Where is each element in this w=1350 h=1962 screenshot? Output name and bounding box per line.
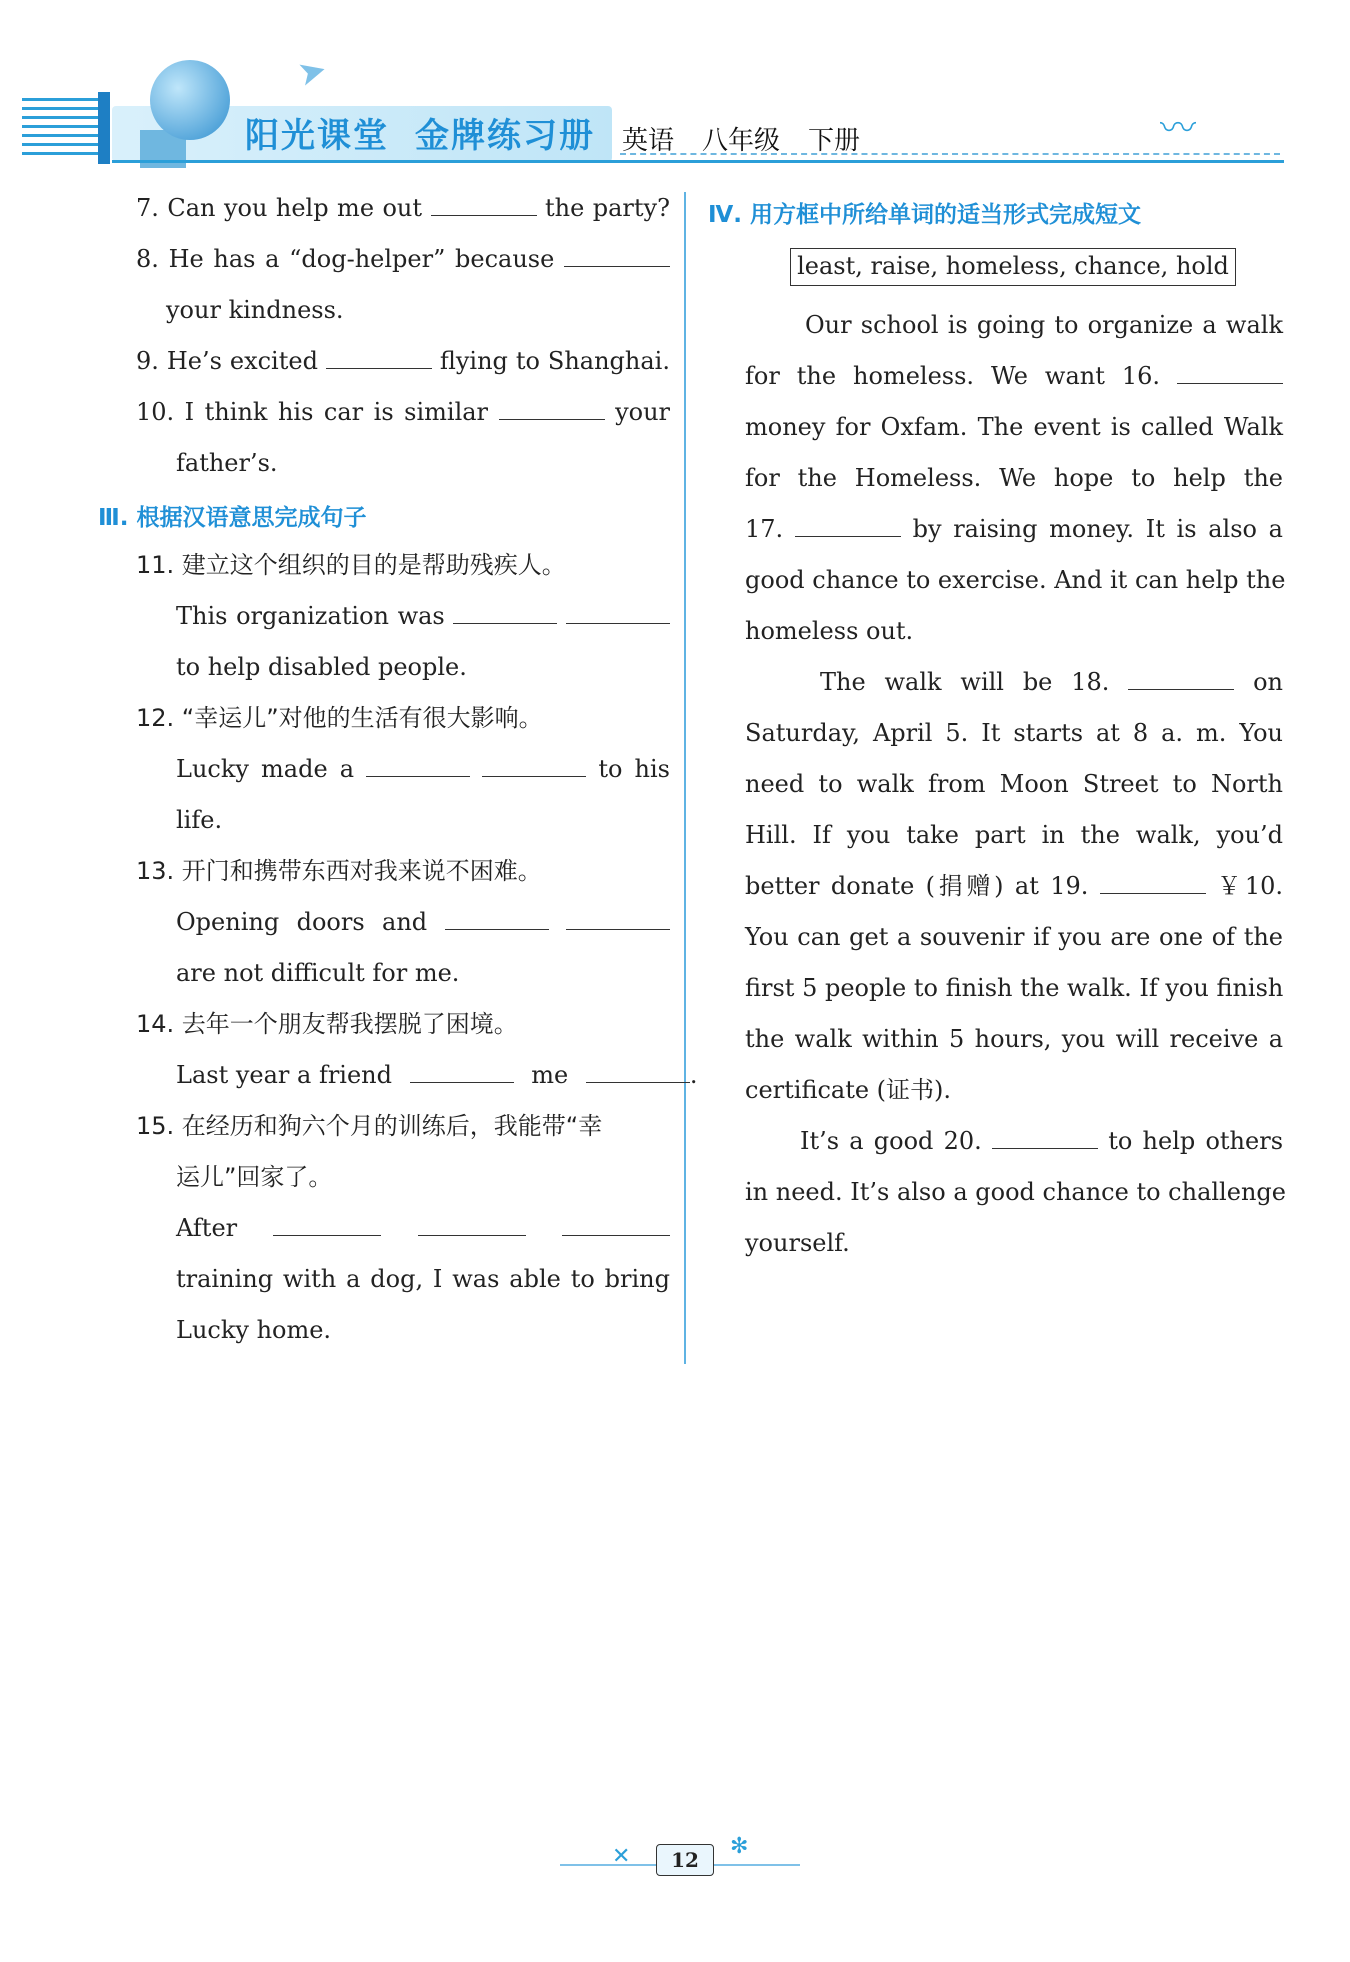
passage-p3-line-1 (800, 1126, 1283, 1156)
p2-line-5-end: ￥10. (1217, 872, 1283, 900)
section-3-title: Ⅲ. 根据汉语意思完成句子 (98, 505, 367, 531)
passage-p2-line-9: certificate (证书). (745, 1076, 952, 1104)
footer-line-left (560, 1864, 656, 1866)
question-10-cont: father’s. (176, 449, 278, 477)
question-12-cn: 12. “幸运儿”对他的生活有很大影响。 (136, 704, 543, 732)
q15-blank-2[interactable] (418, 1213, 526, 1236)
q9-text: 9. He’s excited (136, 347, 318, 375)
q12-text-end: to his (598, 755, 670, 783)
p2-line-5-text: better donate (捐赠) at 19. (745, 872, 1089, 900)
q14-blank-1[interactable] (410, 1060, 514, 1083)
q14-text: Last year a friend (176, 1061, 392, 1089)
q13-text: Opening doors and (176, 908, 428, 936)
question-13-cont: are not difficult for me. (176, 959, 460, 987)
q8-text: 8. He has a “dog-helper” because (136, 245, 555, 273)
p1-line-5-num: 17. (745, 515, 784, 543)
column-divider (684, 192, 686, 1364)
q7-text-end: the party? (544, 194, 670, 222)
palm-tree-icon: ✻ (730, 1834, 749, 1859)
p3-line-1-end: to help others (1108, 1127, 1284, 1155)
question-15-cn: 15. 在经历和狗六个月的训练后，我能带“幸 (136, 1112, 603, 1140)
p2-line-1-text: The walk will be 18. (820, 668, 1110, 696)
page-footer (560, 1834, 800, 1880)
blank-20[interactable] (992, 1126, 1098, 1149)
passage-p1-line-5 (745, 514, 1283, 544)
p1-line-5-text: by raising money. It is also a (912, 515, 1283, 543)
q15-blank-3[interactable] (562, 1213, 670, 1236)
question-14 (176, 1060, 698, 1090)
q12-blank-2[interactable] (482, 754, 586, 777)
passage-p2-line-3: need to walk from Moon Street to North (745, 770, 1283, 798)
q9-text-end: flying to Shanghai. (439, 347, 670, 375)
q10-text-mid: your (615, 398, 670, 426)
question-9 (136, 346, 670, 376)
q15-blank-1[interactable] (273, 1213, 381, 1236)
question-11 (176, 601, 670, 631)
q7-blank[interactable] (431, 193, 537, 216)
grade-label: 八年级 (702, 126, 781, 156)
passage-p3-line-3: yourself. (745, 1229, 850, 1257)
blank-16[interactable] (1177, 361, 1283, 384)
passage-p1-line-1: Our school is going to organize a walk (805, 311, 1283, 339)
header-stripes (22, 98, 106, 162)
star-icon: ✕ (612, 1844, 631, 1869)
p2-line-1-end: on (1253, 668, 1283, 696)
blank-19[interactable] (1100, 871, 1206, 894)
question-11-cont: to help disabled people. (176, 653, 467, 681)
brand-title (245, 108, 621, 157)
brand-name: 阳光课堂 (245, 116, 389, 156)
q15-text: After (176, 1214, 238, 1242)
q8-blank[interactable] (564, 244, 670, 267)
q11-blank-2[interactable] (566, 601, 670, 624)
p1-line-2-text: for the homeless. We want 16. (745, 362, 1161, 390)
q13-blank-1[interactable] (445, 907, 549, 930)
passage-p2-line-4: Hill. If you take part in the walk, you’d (745, 821, 1283, 849)
q13-blank-2[interactable] (566, 907, 670, 930)
q14-blank-2[interactable] (586, 1060, 690, 1083)
passage-p1-line-2 (745, 361, 1283, 391)
passage-p2-line-8: the walk within 5 hours, you will receive a (745, 1025, 1283, 1053)
globe-icon (150, 60, 230, 140)
blank-17[interactable] (795, 514, 901, 537)
passage-p1-line-4: for the Homeless. We hope to help the (745, 464, 1283, 492)
q12-blank-1[interactable] (366, 754, 470, 777)
question-13-cn: 13. 开门和携带东西对我来说不困难。 (136, 857, 542, 885)
q7-text: 7. Can you help me out (136, 194, 423, 222)
question-10 (136, 397, 670, 427)
passage-p2-line-5 (745, 871, 1283, 901)
blank-18[interactable] (1128, 667, 1234, 690)
question-12-cont: life. (176, 806, 223, 834)
q11-text: This organization was (176, 602, 445, 630)
q14-text-mid: me (531, 1061, 569, 1089)
question-13 (176, 907, 670, 937)
q14-text-end: . (689, 1061, 698, 1089)
question-15-cont: training with a dog, I was able to bring (176, 1265, 670, 1293)
passage-p1-line-3: money for Oxfam. The event is called Walk (745, 413, 1283, 441)
question-12 (176, 754, 670, 784)
question-15-end: Lucky home. (176, 1316, 332, 1344)
q11-blank-1[interactable] (453, 601, 557, 624)
question-7 (136, 193, 670, 223)
question-8 (136, 244, 670, 274)
passage-p2-line-2: Saturday, April 5. It starts at 8 a. m. You (745, 719, 1283, 747)
word-box: least, raise, homeless, chance, hold (790, 248, 1236, 286)
paper-plane-icon: ➤ (293, 48, 332, 96)
passage-p2-line-7: first 5 people to finish the walk. If you finish (745, 974, 1284, 1002)
header-dashed-line (620, 153, 1280, 155)
p3-line-1-text: It’s a good 20. (800, 1127, 982, 1155)
passage-p2-line-1 (820, 667, 1283, 697)
section-4-title: Ⅳ. 用方框中所给单词的适当形式完成短文 (708, 202, 1142, 228)
passage-p1-line-7: homeless out. (745, 617, 914, 645)
passage-p3-line-2: in need. It’s also a good chance to challenge (745, 1178, 1286, 1206)
question-15 (176, 1213, 670, 1243)
birds-icon: 〰 (1160, 108, 1197, 149)
q9-blank[interactable] (326, 346, 432, 369)
footer-line-right (714, 1864, 800, 1866)
book-info (622, 120, 888, 157)
question-11-cn: 11. 建立这个组织的目的是帮助残疾人。 (136, 551, 566, 579)
question-14-cn: 14. 去年一个朋友帮我摆脱了困境。 (136, 1010, 518, 1038)
question-8-cont: your kindness. (166, 296, 344, 324)
header-rule (112, 160, 1284, 163)
question-15-cn-cont: 运儿”回家了。 (176, 1163, 333, 1191)
q10-blank[interactable] (499, 397, 605, 420)
q10-text: 10. I think his car is similar (136, 398, 489, 426)
q12-text: Lucky made a (176, 755, 355, 783)
brand-series: 金牌练习册 (415, 116, 595, 156)
subject-label: 英语 (622, 126, 675, 156)
passage-p2-line-6: You can get a souvenir if you are one of the (745, 923, 1283, 951)
volume-label: 下册 (808, 126, 861, 156)
page-number: 12 (656, 1844, 714, 1876)
passage-p1-line-6: good chance to exercise. And it can help the (745, 566, 1286, 594)
header-bar (98, 92, 110, 164)
